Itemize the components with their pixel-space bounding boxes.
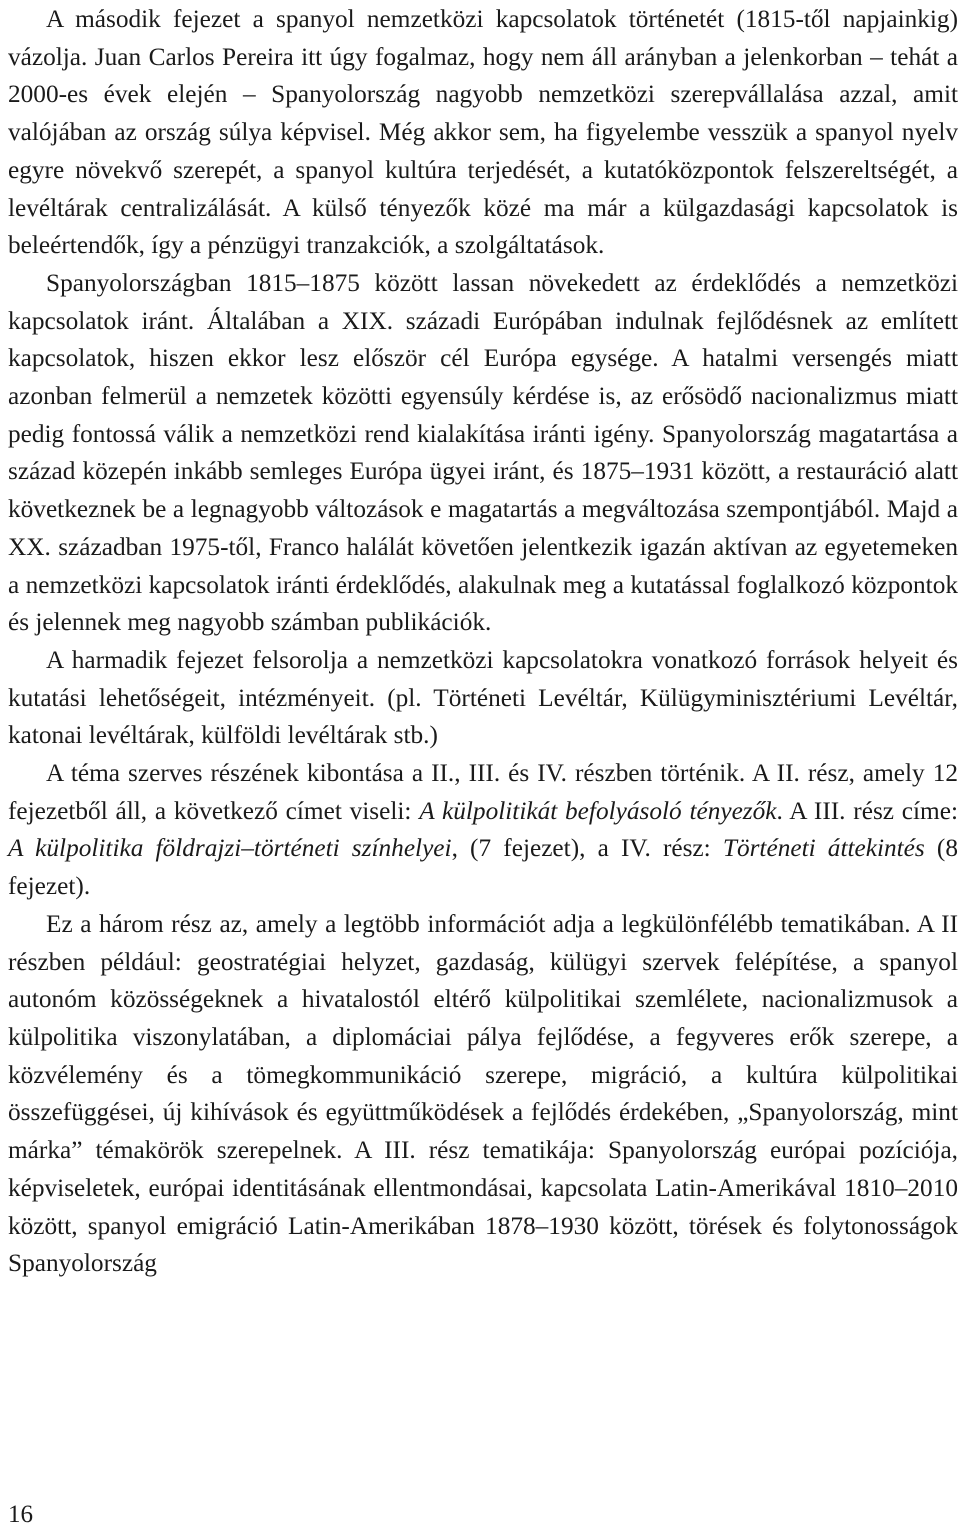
page-body	[8, 0, 958, 1283]
text-segment: . A III. rész címe:	[776, 796, 958, 825]
text-segment: A téma szerves részének kibontása a II., III. és IV. részben történik. A II. rész, amely 12 fejezetből áll, a következő címet viseli:	[8, 759, 958, 825]
paragraph-themes: Ez a három rész az, amely a legtöbb információt adja a legkülönfélébb tematikában. A II részben például: geostratégiai helyzet, gazdaság, külügyi szervek felépítése, a spanyol autonóm közösségeknek a hivatalostól eltérő külpolitikai szemlélete, nacionalizmusok a külpolitika viszonylatában, a diplomáciai pálya fejlődése, a fegyveres erők szerepe, a közvélemény és a tömegkommunikáció szerepe, migráció, a kultúra külpolitikai összefüggései, új kihívások és együttműködések a fejlődés érdekében, „Spanyolország, mint márka” témakörök szerepelnek. A III. rész tematikája: Spanyolország európai pozíciója, képviseletek, európai identitásának ellentmondásai, kapcsolata Latin-Amerikával 1810–2010 között, spanyol emigráció Latin-Amerikában 1878–1930 között, törések és folytonosságok Spanyolország	[8, 909, 958, 1278]
page-number: 16	[8, 1501, 33, 1528]
text-segment: , (7 fejezet), a IV. rész:	[451, 834, 723, 863]
italic-title-part-three: A külpolitika földrajzi–történeti színhelyei	[8, 834, 452, 863]
text-segment: (8 fejezet).	[8, 834, 958, 901]
paragraph-chapter-two: A második fejezet a spanyol nemzetközi kapcsolatok történetét (1815-től napjainkig) vázolja. Juan Carlos Pereira itt úgy fogalmaz, hogy nem áll arányban a jelenkorban – tehát a 2000-es évek elején – Spanyolország nagyobb nemzetközi szerepvállalása azzal, amit valójában az ország súlya képvisel. Még akkor sem, ha figyelembe vesszük a spanyol nyelv egyre növekvő szerepét, a spanyol kultúra terjedését, a kutatóközpontok felszereltségét, a levéltárak centralizálását. A külső tényezők közé ma már a külgazdasági kapcsolatok is beleértendők, így a pénzügyi tranzakciók, a szolgáltatások.	[8, 5, 958, 260]
paragraph-spain-history: Spanyolországban 1815–1875 között lassan növekedett az érdeklődés a nemzetközi kapcsolatok iránt. Általában a XIX. századi Európában indulnak fejlődésnek az említett kapcsolatok, hiszen ekkor lesz először cél Európa egysége. A hatalmi versengés miatt azonban felmerül a nemzetek közötti egyensúly kérdése is, az erősödő nacionalizmus miatt pedig fontossá válik a nemzetközi rend kialakítása iránti igény. Spanyolország magatartása a század közepén inkább semleges Európa ügyei iránt, és 1875–1931 között, a restauráció alatt következnek be a legnagyobb változások e magatartás a megváltozása szempontjából. Majd a XX. században 1975-től, Franco halálát követően jelentkezik igazán aktívan az egyetemeken a nemzetközi kapcsolatok iránti érdeklődés, alakulnak meg a kutatással foglalkozó központok és jelennek meg nagyobb számban publikációk.	[8, 268, 958, 637]
paragraph-chapter-three: A harmadik fejezet felsorolja a nemzetközi kapcsolatokra vonatkozó források helyeit és kutatási lehetőségeit, intézményeit. (pl. Történeti Levéltár, Külügyminisztériumi Levéltár, katonai levéltárak, külföldi levéltárak stb.)	[8, 645, 958, 750]
italic-title-part-four: Történeti áttekintés	[722, 834, 925, 863]
italic-title-part-two: A külpolitikát befolyásoló tényezők	[419, 796, 777, 825]
paragraph-parts-overview	[8, 755, 958, 906]
